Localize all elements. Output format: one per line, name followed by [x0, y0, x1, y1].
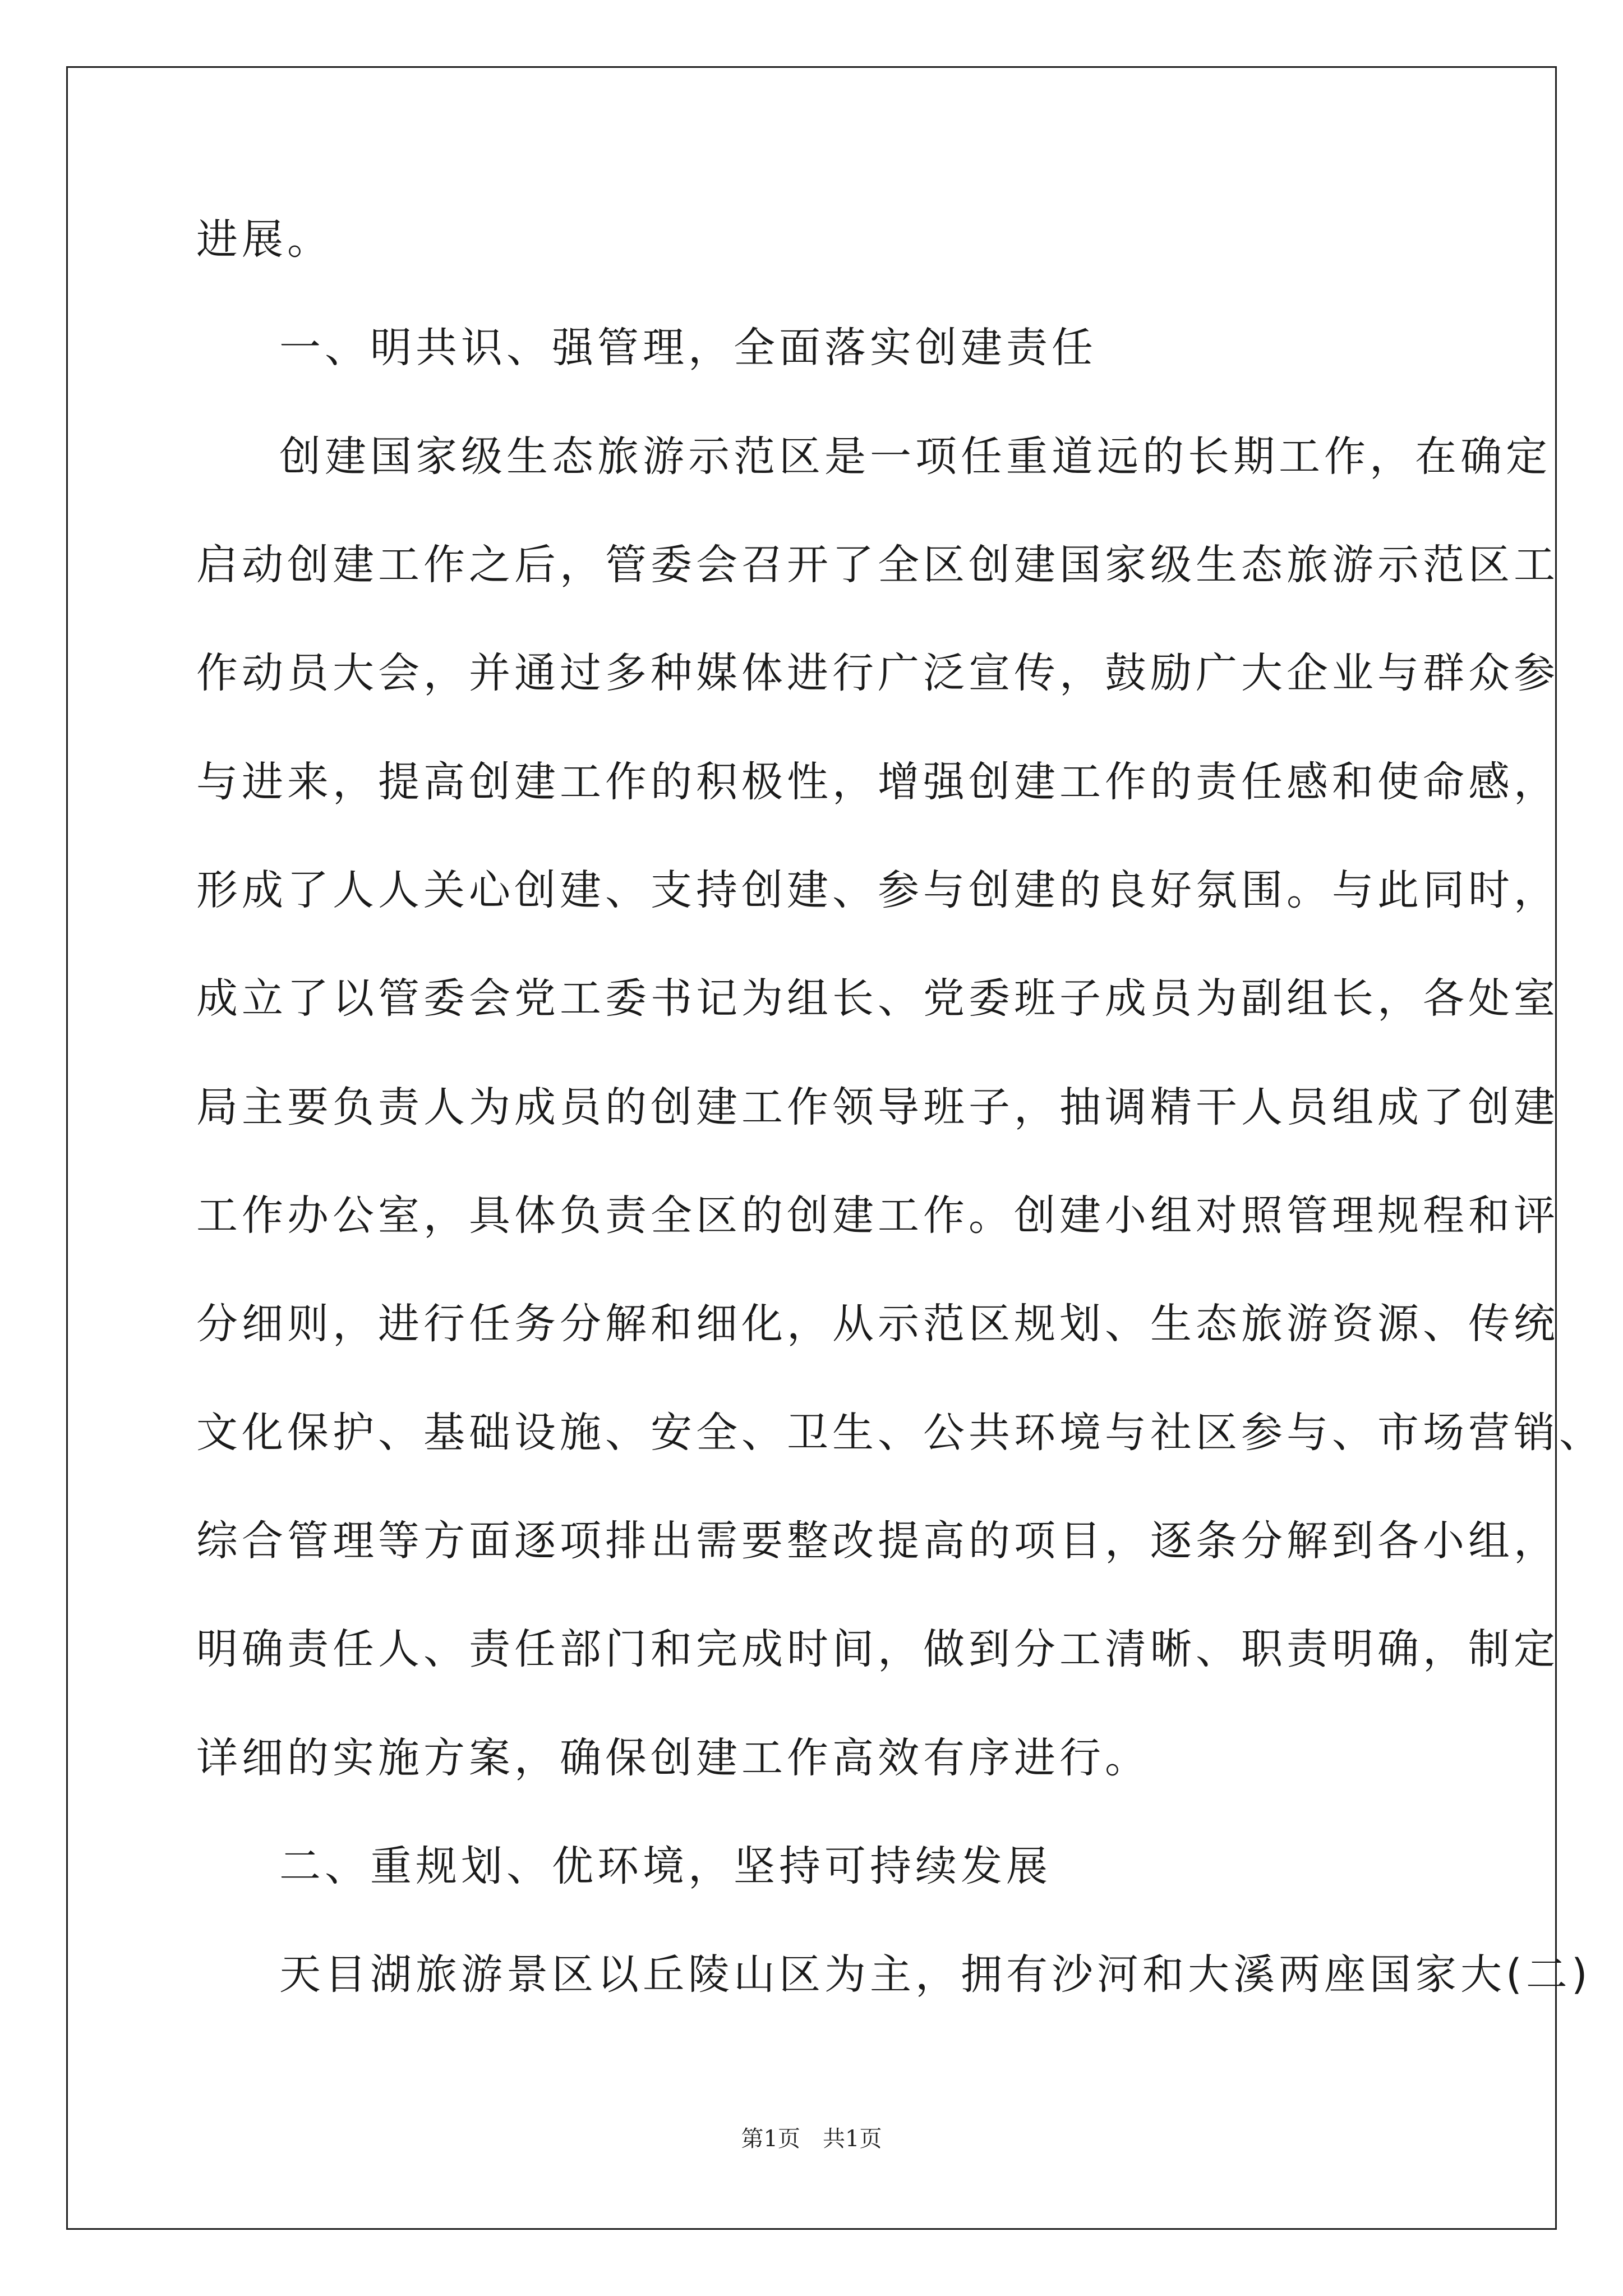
text-line: 详细的实施方案，确保创建工作高效有序进行。 — [196, 1734, 1150, 1782]
page-border — [66, 66, 1557, 2230]
paragraph-first-line: 创建国家级生态旅游示范区是一项任重道远的长期工作，在确定 — [279, 432, 1551, 481]
text-line: 工作办公室，具体负责全区的创建工作。创建小组对照管理规程和评 — [196, 1191, 1559, 1240]
text-line: 进展。 — [196, 215, 333, 264]
text-line: 文化保护、基础设施、安全、卫生、公共环境与社区参与、市场营销、 — [196, 1409, 1604, 1457]
text-line: 局主要负责人为成员的创建工作领导班子，抽调精干人员组成了创建 — [196, 1083, 1559, 1131]
text-line: 明确责任人、责任部门和完成时间，做到分工清晰、职责明确，制定 — [196, 1625, 1559, 1673]
text-line: 作动员大会，并通过多种媒体进行广泛宣传，鼓励广大企业与群众参 — [196, 649, 1559, 697]
text-line: 与进来，提高创建工作的积极性，增强创建工作的责任感和使命感， — [196, 758, 1559, 806]
paragraph-first-line: 天目湖旅游景区以丘陵山区为主，拥有沙河和大溪两座国家大(二) — [279, 1950, 1592, 1999]
section-heading: 二、重规划、优环境，坚持可持续发展 — [279, 1842, 1052, 1890]
text-line: 分细则，进行任务分解和细化，从示范区规划、生态旅游资源、传统 — [196, 1300, 1559, 1348]
text-line: 综合管理等方面逐项排出需要整改提高的项目，逐条分解到各小组， — [196, 1517, 1559, 1565]
text-line: 成立了以管委会党工委书记为组长、党委班子成员为副组长，各处室 — [196, 974, 1559, 1023]
text-line: 形成了人人关心创建、支持创建、参与创建的良好氛围。与此同时， — [196, 866, 1559, 914]
text-line: 启动创建工作之后，管委会召开了全区创建国家级生态旅游示范区工 — [196, 541, 1559, 589]
section-heading: 一、明共识、强管理，全面落实创建责任 — [279, 324, 1097, 372]
page-footer: 第1页 共1页 — [741, 2126, 882, 2152]
